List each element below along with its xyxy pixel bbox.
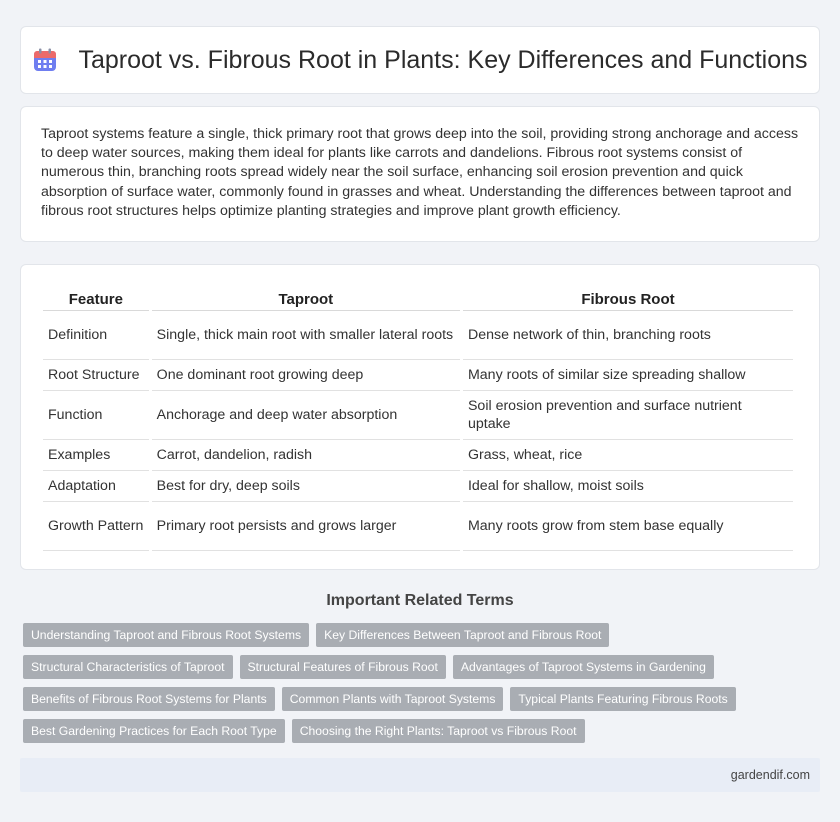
related-term-tag[interactable]: Understanding Taproot and Fibrous Root Systems: [23, 623, 309, 647]
intro-card: [20, 106, 820, 242]
table-row: [43, 391, 793, 440]
cell-feature: Examples: [43, 440, 149, 471]
related-term-tag[interactable]: Common Plants with Taproot Systems: [282, 687, 504, 711]
related-terms-list: [23, 623, 823, 751]
related-term-tag[interactable]: Structural Characteristics of Taproot: [23, 655, 233, 679]
cell-feature: Adaptation: [43, 471, 149, 502]
page-title: Taproot vs. Fibrous Root in Plants: Key Differences and Functions: [78, 45, 808, 74]
cell-taproot: Single, thick main root with smaller lateral roots: [152, 311, 460, 360]
table-row: [43, 502, 793, 551]
cell-fibrous: Many roots grow from stem base equally: [463, 502, 793, 551]
cell-taproot: Carrot, dandelion, radish: [152, 440, 460, 471]
cell-fibrous: Many roots of similar size spreading shallow: [463, 360, 793, 391]
cell-taproot: Anchorage and deep water absorption: [152, 391, 460, 440]
table-row: [43, 360, 793, 391]
cell-taproot: Best for dry, deep soils: [152, 471, 460, 502]
cell-taproot: One dominant root growing deep: [152, 360, 460, 391]
footer-site-link[interactable]: gardendif.com: [730, 768, 810, 782]
related-term-tag[interactable]: Best Gardening Practices for Each Root Type: [23, 719, 285, 743]
related-term-tag[interactable]: Key Differences Between Taproot and Fibrous Root: [316, 623, 609, 647]
cell-fibrous: Grass, wheat, rice: [463, 440, 793, 471]
cell-feature: Growth Pattern: [43, 502, 149, 551]
comparison-card: [20, 264, 820, 570]
cell-taproot: Primary root persists and grows larger: [152, 502, 460, 551]
related-term-tag[interactable]: Structural Features of Fibrous Root: [240, 655, 446, 679]
cell-feature: Definition: [43, 311, 149, 360]
related-term-tag[interactable]: Advantages of Taproot Systems in Gardening: [453, 655, 714, 679]
cell-fibrous: Dense network of thin, branching roots: [463, 311, 793, 360]
cell-fibrous: Ideal for shallow, moist soils: [463, 471, 793, 502]
header-fibrous-root: Fibrous Root: [463, 285, 793, 311]
header-taproot: Taproot: [152, 285, 460, 311]
table-row: [43, 311, 793, 360]
comparison-table: [40, 285, 796, 551]
calendar-icon: [32, 47, 58, 73]
cell-feature: Function: [43, 391, 149, 440]
related-term-tag[interactable]: Choosing the Right Plants: Taproot vs Fibrous Root: [292, 719, 585, 743]
header-feature: Feature: [43, 285, 149, 311]
cell-feature: Root Structure: [43, 360, 149, 391]
related-terms-title: Important Related Terms: [326, 592, 514, 609]
cell-fibrous: Soil erosion prevention and surface nutrient uptake: [463, 391, 793, 440]
intro-paragraph: Taproot systems feature a single, thick primary root that grows deep into the soil, providing strong anchorage and access to deep water sources, making them ideal for plants like carrots and dandelions. Fibrous root systems consist of numerous thin, branching roots spread widely near the soil surface, enhancing soil erosion prevention and quick absorption of surface water, commonly found in grasses and wheat. Understanding the differences between taproot and fibrous root structures helps optimize planting strategies and improve plant growth efficiency.: [41, 126, 799, 219]
table-row: [43, 440, 793, 471]
related-term-tag[interactable]: Typical Plants Featuring Fibrous Roots: [510, 687, 735, 711]
header-card: [20, 26, 820, 94]
table-row: [43, 471, 793, 502]
header: [32, 46, 807, 75]
footer: [20, 758, 820, 792]
table-header-row: [43, 285, 793, 311]
related-term-tag[interactable]: Benefits of Fibrous Root Systems for Plants: [23, 687, 275, 711]
